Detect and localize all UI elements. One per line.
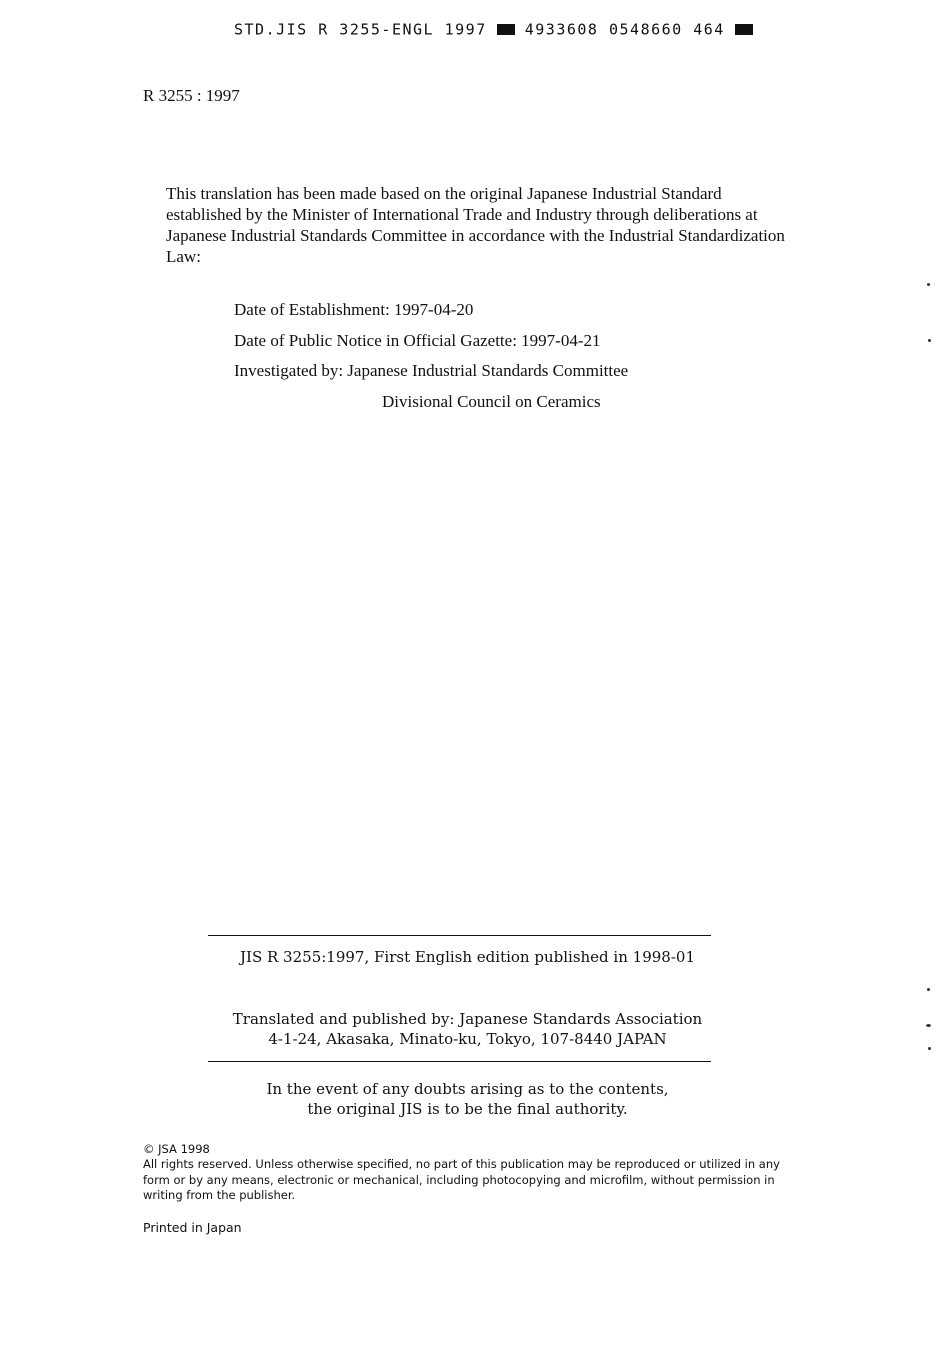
copyright-block: [143, 1142, 783, 1203]
date-of-public-notice: Date of Public Notice in Official Gazette: 1997-04-21: [234, 330, 601, 350]
copyright-mark: © JSA 1998: [143, 1142, 210, 1156]
authority-line-2: the original JIS is to be the final authority.: [307, 1099, 628, 1118]
divider-bottom: [208, 1061, 711, 1062]
investigated-by: Investigated by: Japanese Industrial Standards Committee: [234, 361, 629, 380]
scan-speck: [927, 283, 930, 286]
date-of-establishment: Date of Establishment: 1997-04-20: [234, 300, 474, 319]
printed-in: Printed in Japan: [143, 1220, 242, 1235]
black-mark: [497, 24, 515, 35]
header-code-part2: 4933608 0548660 464: [524, 20, 725, 39]
establishment-details: [234, 295, 628, 417]
scan-speck: [927, 988, 930, 991]
copyright-text: All rights reserved. Unless otherwise specified, no part of this publication may be reproduced or utilized in any form or by any means, electronic or mechanical, including photocopying and microfilm, without permission in writing from the publisher.: [143, 1157, 780, 1202]
divider-top: [208, 935, 711, 936]
authority-note: [150, 1080, 785, 1119]
document-header-code: [234, 20, 763, 39]
scan-speck: [926, 1024, 931, 1027]
publisher-address: 4-1-24, Akasaka, Minato-ku, Tokyo, 107-8440 JAPAN: [268, 1029, 667, 1048]
scan-speck: [928, 339, 931, 342]
publisher-block: [150, 1010, 785, 1049]
header-code-part1: STD.JIS R 3255-ENGL 1997: [234, 20, 487, 39]
authority-line-1: In the event of any doubts arising as to the contents,: [266, 1080, 669, 1098]
black-mark: [735, 24, 753, 35]
edition-line: JIS R 3255:1997, First English edition published in 1998-01: [240, 948, 695, 966]
divisional-council: Divisional Council on Ceramics: [382, 391, 601, 411]
scan-speck: [928, 1047, 931, 1050]
intro-paragraph: [166, 183, 786, 267]
standard-id: R 3255 : 1997: [143, 86, 240, 105]
intro-text: This translation has been made based on the original Japanese Industrial Standard established by the Minister of International Trade and Industry through deliberations at Japanese Industrial Standards Committee in accordance with the Industrial Standardization Law:: [166, 184, 785, 266]
publisher-line: Translated and published by: Japanese Standards Association: [232, 1010, 703, 1028]
